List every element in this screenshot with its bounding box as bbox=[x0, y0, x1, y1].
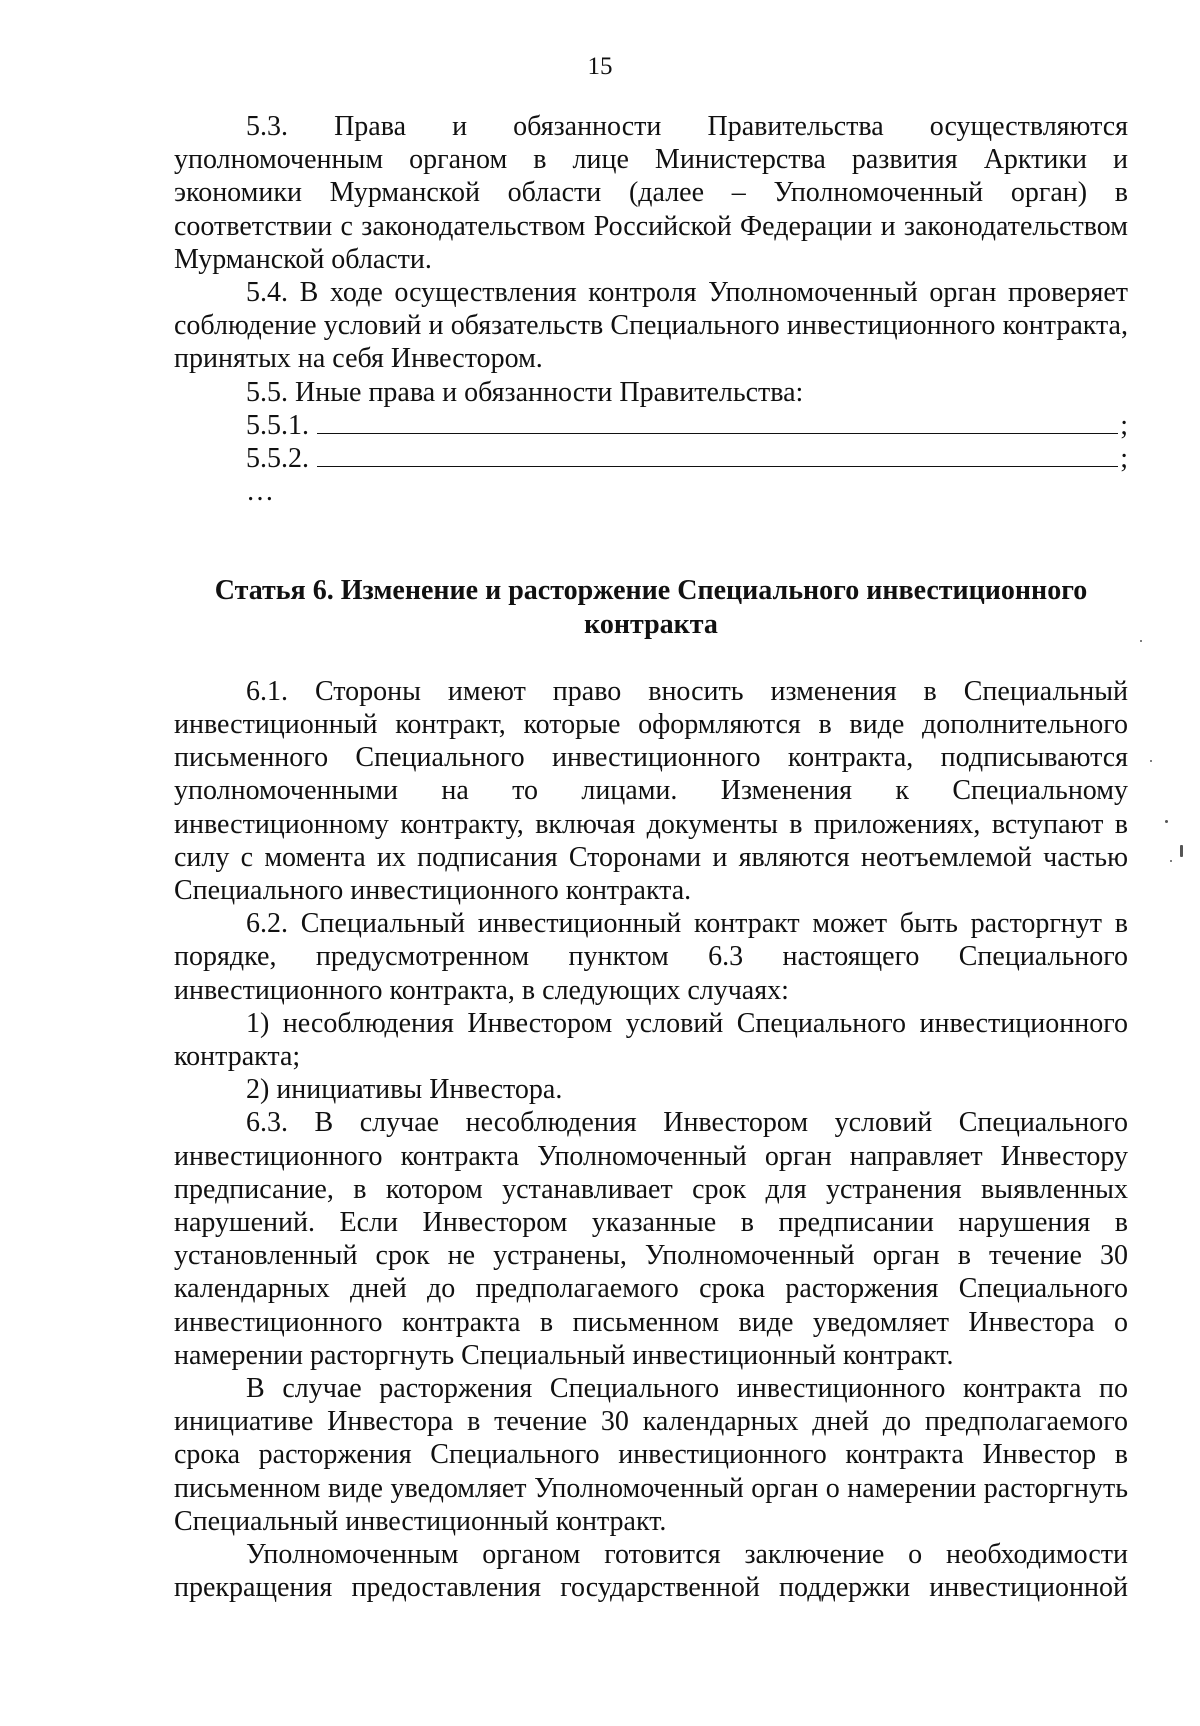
paragraph-6-3: 6.3. В случае несоблюдения Инвестором условий Специального инвестиционного контракта Уполномоченный орган направляет Инвестору предписание, в котором устанавливает срок для устранения выявленных нарушений. Если Инвестором указанные в предписании нарушения в установленный срок не устранены, Уполномоченный орган в течение 30 календарных дней до предполагаемого срока расторжения Специального инвестиционного контракта в письменном виде уведомляет Инвестора о намерении расторгнуть Специальный инвестиционный контракт. bbox=[174, 1107, 1128, 1371]
paragraph-6-1: 6.1. Стороны имеют право вносить изменения в Специальный инвестиционный контракт, которые оформляются в виде дополнительного письменного Специального инвестиционного контракта, подписываются уполномоченными на то лицами. Изменения к Специальному инвестиционному контракту, включая документы в приложениях, вступают в силу с момента их подписания Сторонами и являются неотъемлемой частью Специального инвестиционного контракта. bbox=[174, 675, 1128, 907]
fill-line-5-5-2 bbox=[174, 442, 1128, 475]
paragraph-6-3-final: Уполномоченным органом готовится заключение о необходимости прекращения предоставления государственной поддержки инвестиционной bbox=[174, 1539, 1128, 1604]
article-6-heading bbox=[174, 574, 1128, 640]
document-body bbox=[174, 110, 1128, 1604]
fill-line-number: 5.5.1. bbox=[246, 409, 309, 441]
blank-underline bbox=[317, 466, 1118, 467]
ellipsis: … bbox=[246, 476, 274, 508]
fill-line-terminator: ; bbox=[1120, 443, 1128, 474]
list-item-2: 2) инициативы Инвестора. bbox=[246, 1074, 563, 1106]
article-6-heading-line-2: контракта bbox=[584, 608, 718, 640]
blank-underline bbox=[317, 433, 1118, 434]
page-number: 15 bbox=[587, 53, 613, 80]
scan-speck bbox=[1150, 760, 1152, 762]
scan-speck bbox=[1180, 845, 1183, 857]
paragraph-5-3: 5.3. Права и обязанности Правительства осуществляются уполномоченным органом в лице Министерства развития Арктики и экономики Мурманской области (далее – Уполномоченный орган) в соответствии с законодательством Российской Федерации и законодательством Мурманской области. bbox=[174, 111, 1128, 275]
scan-speck bbox=[1170, 860, 1172, 862]
fill-line-number: 5.5.2. bbox=[246, 443, 309, 474]
scan-speck bbox=[1165, 820, 1168, 823]
paragraph-6-3-continued: В случае расторжения Специального инвестиционного контракта по инициативе Инвестора в течение 30 календарных дней до предполагаемого срока расторжения Специального инвестиционного контракта Инвестор в письменном виде уведомляет Уполномоченный орган о намерении расторгнуть Специальный инвестиционный контракт. bbox=[174, 1373, 1128, 1537]
paragraph-5-5: 5.5. Иные права и обязанности Правительства: bbox=[246, 376, 804, 408]
scan-speck bbox=[1140, 640, 1142, 642]
paragraph-5-4: 5.4. В ходе осуществления контроля Уполномоченный орган проверяет соблюдение условий и обязательств Специального инвестиционного контракта, принятых на себя Инвестором. bbox=[174, 277, 1128, 375]
fill-line-terminator: ; bbox=[1120, 409, 1128, 441]
list-item-1: 1) несоблюдения Инвестором условий Специального инвестиционного контракта; bbox=[174, 1007, 1128, 1073]
paragraph-6-2: 6.2. Специальный инвестиционный контракт может быть расторгнут в порядке, предусмотренном пунктом 6.3 настоящего Специального инвестиционного контракта, в следующих случаях: bbox=[174, 908, 1128, 1006]
fill-line-5-5-1 bbox=[174, 409, 1128, 442]
article-6-heading-line-1: Статья 6. Изменение и расторжение Специального инвестиционного bbox=[214, 575, 1088, 607]
